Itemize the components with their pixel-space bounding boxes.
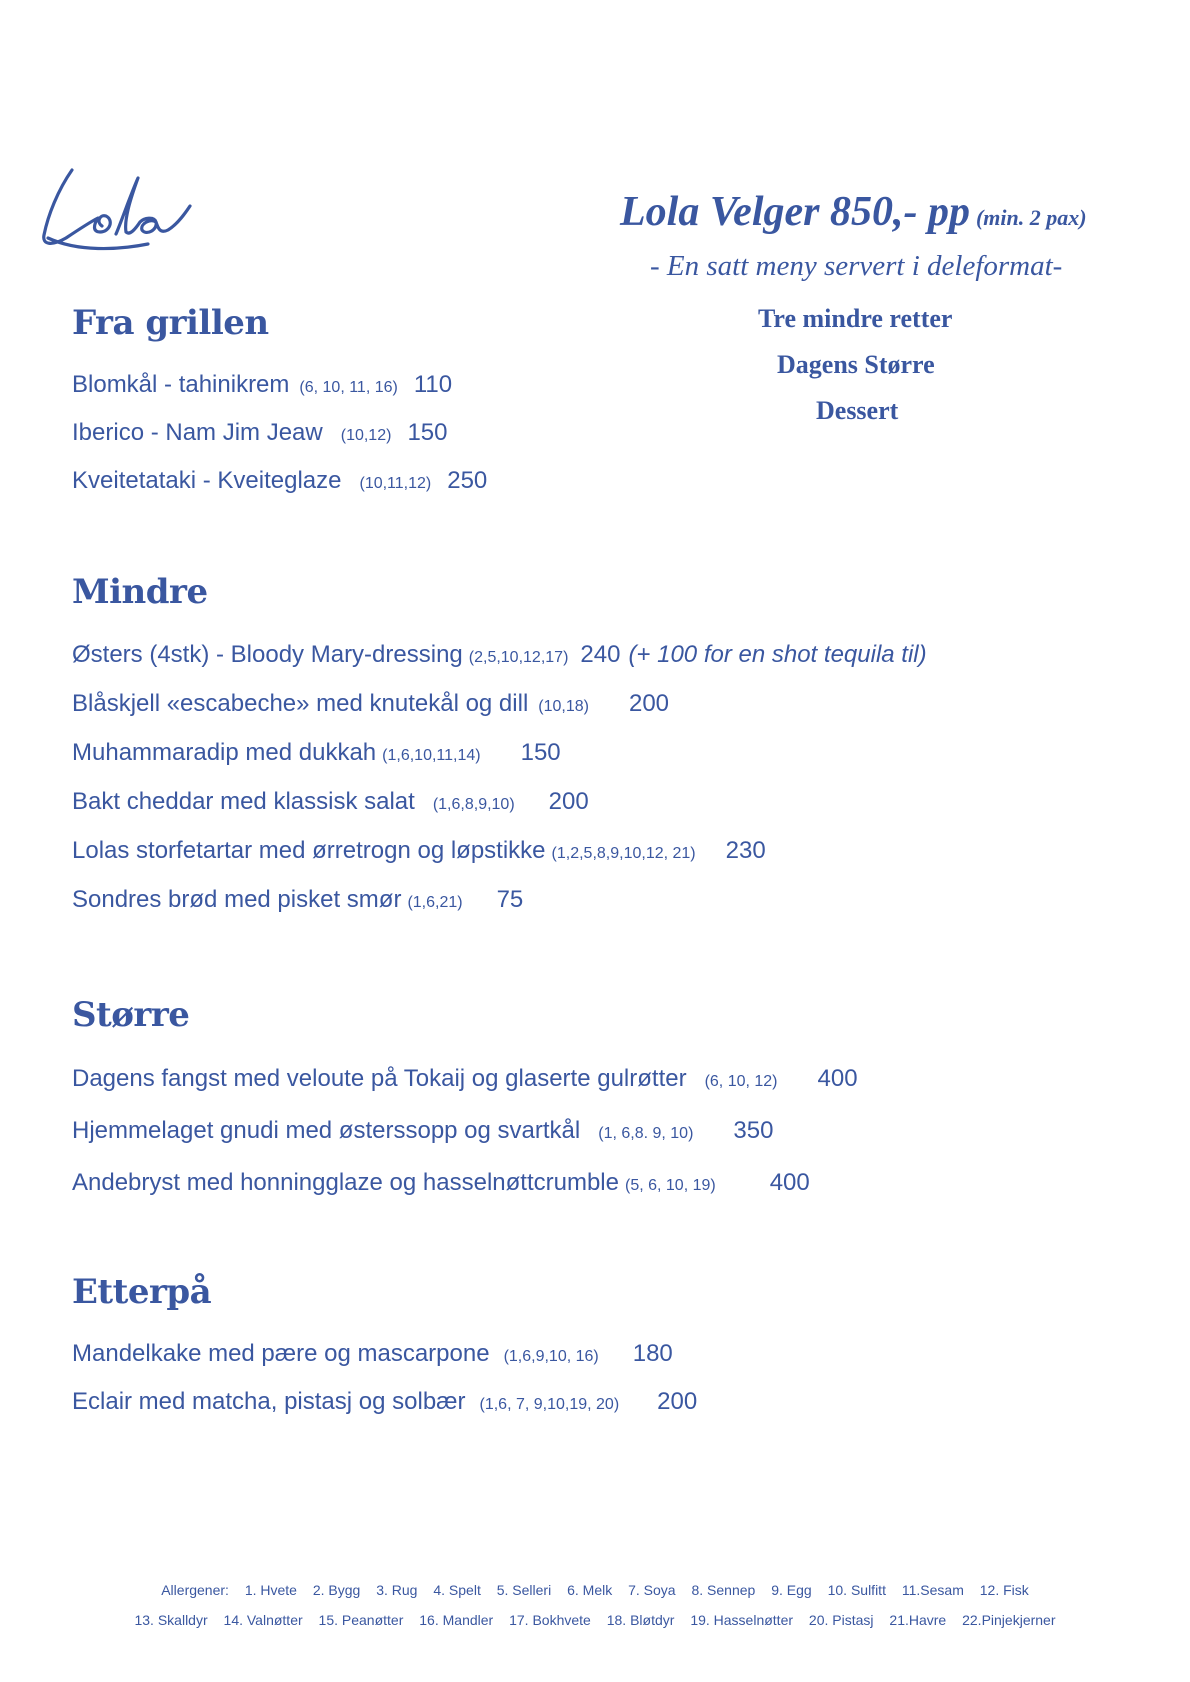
item-allergens: (6, 10, 12) bbox=[704, 1073, 778, 1090]
section-fra-grillen bbox=[72, 303, 487, 505]
item-price: 230 bbox=[725, 837, 766, 864]
item-price: 250 bbox=[447, 467, 488, 494]
menu-item bbox=[72, 826, 927, 875]
menu-item bbox=[72, 1378, 697, 1426]
menu-item bbox=[72, 1330, 697, 1378]
allergen-entry: 15. Peanøtter bbox=[318, 1612, 404, 1628]
menu-item bbox=[72, 1053, 858, 1105]
allergen-entry: 12. Fisk bbox=[979, 1582, 1029, 1598]
item-allergens: (1,6,10,11,14) bbox=[382, 747, 481, 764]
menu-item bbox=[72, 728, 927, 777]
item-price: 200 bbox=[628, 690, 670, 717]
menu-item bbox=[72, 875, 927, 924]
item-allergens: (1,6,8,9,10) bbox=[432, 796, 515, 813]
item-allergens: (1,6, 7, 9,10,19, 20) bbox=[479, 1396, 620, 1413]
item-allergens: (1,6,21) bbox=[407, 894, 463, 911]
item-name: Muhammaradip med dukkah bbox=[72, 739, 377, 766]
section-title: Større bbox=[72, 995, 190, 1035]
allergen-entry: 5. Selleri bbox=[496, 1582, 552, 1598]
section-storre bbox=[72, 995, 858, 1209]
item-price: 150 bbox=[520, 739, 561, 766]
allergen-entry: 6. Melk bbox=[567, 1582, 613, 1598]
allergen-entry: 7. Soya bbox=[628, 1582, 676, 1598]
item-name: Dagens fangst med veloute på Tokaij og glaserte gulrøtter bbox=[72, 1065, 687, 1092]
lola-velger-min-note: (min. 2 pax) bbox=[975, 205, 1087, 230]
allergen-entry: 17. Bokhvete bbox=[509, 1612, 591, 1628]
allergen-legend-line-1 bbox=[0, 1582, 1190, 1598]
allergen-entry: 1. Hvete bbox=[244, 1582, 297, 1598]
item-allergens: (10,18) bbox=[538, 698, 589, 715]
allergen-entry: 4. Spelt bbox=[433, 1582, 481, 1598]
allergen-entry: 19. Hasselnøtter bbox=[690, 1612, 794, 1628]
item-price: 75 bbox=[496, 886, 524, 913]
allergen-entry: 13. Skalldyr bbox=[134, 1612, 208, 1628]
lola-velger-title bbox=[620, 188, 1140, 236]
lola-velger-box bbox=[620, 188, 1140, 425]
item-note: (+ 100 for en shot tequila til) bbox=[628, 641, 927, 668]
menu-item bbox=[72, 679, 927, 728]
lola-velger-course: Dagens Større bbox=[777, 350, 935, 379]
item-name: Mandelkake med pære og mascarpone bbox=[72, 1340, 490, 1367]
item-name: Iberico - Nam Jim Jeaw bbox=[72, 419, 323, 446]
allergen-entry: 2. Bygg bbox=[312, 1582, 361, 1598]
lola-logo bbox=[38, 160, 218, 255]
item-name: Bakt cheddar med klassisk salat bbox=[72, 788, 415, 815]
allergen-entry: 3. Rug bbox=[376, 1582, 418, 1598]
item-name: Andebryst med honningglaze og hasselnøttcrumble bbox=[72, 1169, 619, 1196]
allergen-entry: 20. Pistasj bbox=[808, 1612, 874, 1628]
item-name: Kveitetataki - Kveiteglaze bbox=[72, 467, 342, 494]
allergen-entry: 8. Sennep bbox=[691, 1582, 756, 1598]
menu-item bbox=[72, 777, 927, 826]
item-allergens: (1,2,5,8,9,10,12, 21) bbox=[551, 845, 696, 862]
allergen-label: Allergener: bbox=[161, 1582, 229, 1598]
lola-logo-script bbox=[38, 160, 218, 255]
lola-velger-course: Tre mindre retter bbox=[758, 304, 953, 333]
section-title: Etterpå bbox=[72, 1272, 212, 1312]
item-price: 240 bbox=[580, 641, 621, 668]
item-name: Eclair med matcha, pistasj og solbær bbox=[72, 1388, 466, 1415]
item-allergens: (1, 6,8. 9, 10) bbox=[598, 1125, 694, 1142]
item-price: 400 bbox=[769, 1169, 810, 1196]
allergen-entry: 22.Pinjekjerner bbox=[962, 1612, 1056, 1628]
item-price: 200 bbox=[657, 1388, 698, 1415]
item-allergens: (5, 6, 10, 19) bbox=[624, 1177, 716, 1194]
allergen-entry: 14. Valnøtter bbox=[223, 1612, 303, 1628]
item-name: Blomkål - tahinikrem bbox=[72, 371, 290, 398]
allergen-entry: 10. Sulfitt bbox=[827, 1582, 886, 1598]
item-price: 150 bbox=[407, 419, 448, 446]
lola-velger-title-text: Lola Velger 850,- pp bbox=[620, 189, 970, 235]
menu-item bbox=[72, 457, 487, 505]
allergen-entry: 11.Sesam bbox=[901, 1582, 964, 1598]
allergen-entry: 16. Mandler bbox=[419, 1612, 494, 1628]
section-title: Fra grillen bbox=[72, 303, 269, 343]
menu-item bbox=[72, 630, 927, 679]
item-allergens: (10,11,12) bbox=[359, 475, 432, 492]
item-price: 180 bbox=[632, 1340, 673, 1367]
item-allergens: (2,5,10,12,17) bbox=[468, 649, 569, 666]
item-name: Østers (4stk) - Bloody Mary-dressing bbox=[72, 641, 463, 668]
item-price: 350 bbox=[733, 1117, 774, 1144]
item-allergens: (10,12) bbox=[340, 427, 392, 444]
menu-item bbox=[72, 1157, 858, 1209]
item-price: 110 bbox=[413, 371, 453, 398]
allergen-legend-line-2 bbox=[0, 1612, 1190, 1628]
menu-item bbox=[72, 409, 487, 457]
allergen-entry: 18. Bløtdyr bbox=[606, 1612, 675, 1628]
menu-item bbox=[72, 1105, 858, 1157]
item-name: Sondres brød med pisket smør bbox=[72, 886, 402, 913]
allergen-entry: 9. Egg bbox=[771, 1582, 812, 1598]
allergen-entry: 21.Havre bbox=[889, 1612, 947, 1628]
item-name: Hjemmelaget gnudi med østerssopp og svartkål bbox=[72, 1117, 581, 1144]
section-etterpa bbox=[72, 1272, 697, 1426]
item-name: Blåskjell «escabeche» med knutekål og dill bbox=[72, 690, 529, 717]
lola-velger-subtitle: - En satt meny servert i deleformat- bbox=[650, 250, 1063, 282]
item-name: Lolas storfetartar med ørretrogn og løpstikke bbox=[72, 837, 546, 864]
section-title: Mindre bbox=[72, 572, 208, 612]
item-allergens: (6, 10, 11, 16) bbox=[299, 379, 398, 396]
lola-velger-course: Dessert bbox=[816, 396, 899, 425]
item-price: 200 bbox=[548, 788, 589, 815]
item-allergens: (1,6,9,10, 16) bbox=[503, 1348, 599, 1365]
menu-item bbox=[72, 361, 487, 409]
item-price: 400 bbox=[817, 1065, 858, 1092]
section-mindre bbox=[72, 572, 927, 924]
